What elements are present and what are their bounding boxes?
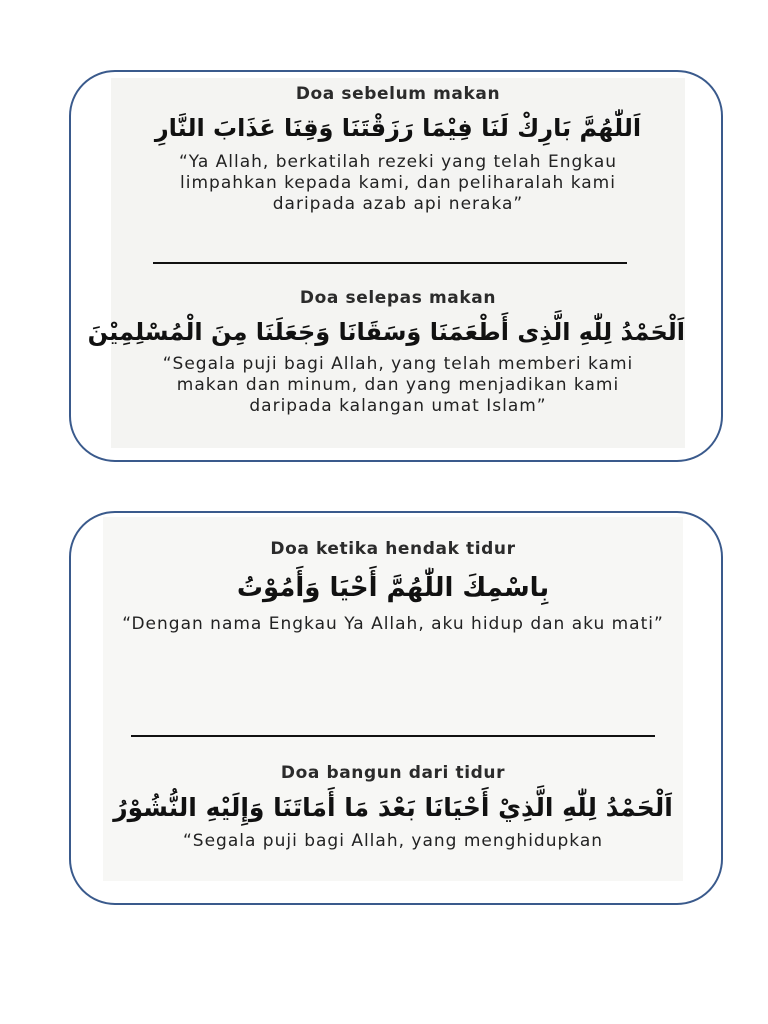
doa-arabic-text: اَلْحَمْدُ لِلّٰهِ الَّذِيْ أَحْيَانَا بَعْدَ مَا أَمَاتَنَا وَإِلَيْهِ النُّشُوْرُ	[113, 793, 673, 822]
doa-arabic-text: اَللّٰهُمَّ بَارِكْ لَنَا فِيْمَا رَزَقْتَنَا وَقِنَا عَذَابَ النَّارِ	[154, 114, 642, 142]
doa-card-meal	[69, 70, 723, 462]
doa-arabic-text: اَلْحَمْدُ لِلّٰهِ الَّذِى أَطْعَمَنَا وَسَقَانَا وَجَعَلَنَا مِنَ الْمُسْلِمِيْنَ	[87, 318, 685, 346]
doa-card-sleep	[69, 511, 723, 905]
doa-arabic-text: بِاسْمِكَ اللّٰهُمَّ أَحْيَا وَأَمُوْتُ	[236, 573, 550, 603]
doa-translation: “Segala puji bagi Allah, yang menghidupkan	[182, 830, 604, 851]
doa-section-waking-up	[103, 763, 683, 852]
doa-title: Doa selepas makan	[299, 288, 497, 308]
doa-section-before-sleep	[103, 539, 683, 635]
section-divider	[131, 735, 655, 737]
doa-title: Doa ketika hendak tidur	[270, 539, 516, 559]
doa-translation: “Ya Allah, berkatilah rezeki yang telah Engkau limpahkan kepada kami, dan peliharalah kami daripada azab api neraka”	[178, 152, 618, 214]
scanned-page	[103, 517, 683, 881]
doa-translation: “Dengan nama Engkau Ya Allah, aku hidup dan aku mati”	[122, 614, 664, 634]
doa-translation: “Segala puji bagi Allah, yang telah memberi kami makan dan minum, dan yang menjadikan kami daripada kalangan umat Islam”	[162, 354, 634, 416]
section-divider	[153, 262, 627, 264]
doa-title: Doa bangun dari tidur	[280, 763, 506, 783]
doa-title: Doa sebelum makan	[295, 84, 501, 104]
doa-section-before-eating	[111, 84, 685, 215]
doa-section-after-eating	[87, 288, 685, 417]
scanned-page	[87, 78, 685, 448]
